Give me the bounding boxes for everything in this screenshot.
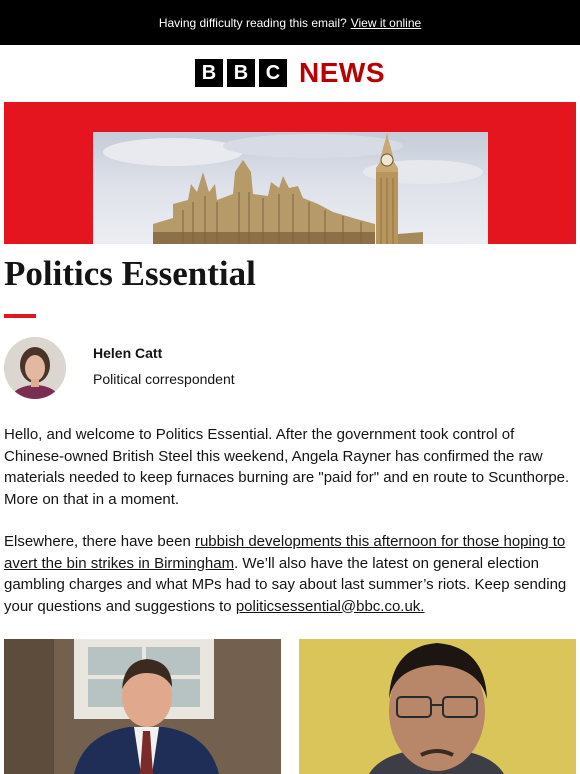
topbar-text: Having difficulty reading this email? bbox=[158, 15, 347, 30]
email-topbar bbox=[0, 0, 580, 45]
author-role: Political correspondent bbox=[93, 371, 235, 387]
author-name: Helen Catt bbox=[93, 345, 163, 361]
logo-letter-b2: B bbox=[227, 59, 255, 87]
p2-text-after: . We’ll also have the latest on general election gambling charges and what MPs had to say about last summer’s riots. Keep sending your questions and suggestions to bbox=[4, 554, 567, 615]
hero-banner bbox=[4, 102, 576, 244]
story-thumbnail-2[interactable] bbox=[299, 639, 576, 774]
parliament-photo bbox=[93, 132, 488, 244]
parliament-illustration bbox=[93, 132, 488, 244]
author-avatar bbox=[4, 337, 66, 399]
p2-text-before: Elsewhere, there have been bbox=[4, 533, 195, 550]
author-photo bbox=[4, 337, 66, 399]
bbc-news-logo[interactable] bbox=[0, 59, 580, 87]
intro-paragraph: Hello, and welcome to Politics Essential. After the government took control of Chinese-owned British Steel this weekend, Angela Rayner has confirmed the raw materials needed to keep furnaces burning are "paid for" and en route to Scunthorpe. More on that in a moment. bbox=[4, 426, 570, 508]
email-link[interactable]: politicsessential@bbc.co.uk. bbox=[235, 597, 425, 615]
story-thumbnail-1[interactable] bbox=[4, 639, 281, 774]
view-online-link[interactable]: View it online bbox=[350, 15, 422, 30]
logo-word-news: NEWS bbox=[299, 57, 385, 88]
logo-letter-c: C bbox=[259, 59, 287, 87]
bin-strikes-link[interactable]: rubbish developments this afternoon for those hoping to avert the bin strikes in Birmingham bbox=[4, 533, 566, 572]
title-underline bbox=[4, 314, 36, 318]
newsletter-title: Politics Essential bbox=[4, 254, 256, 293]
second-paragraph bbox=[4, 531, 576, 617]
man-portrait-photo bbox=[299, 639, 576, 774]
logo-letter-b1: B bbox=[195, 59, 223, 87]
politician-photo bbox=[4, 639, 281, 774]
